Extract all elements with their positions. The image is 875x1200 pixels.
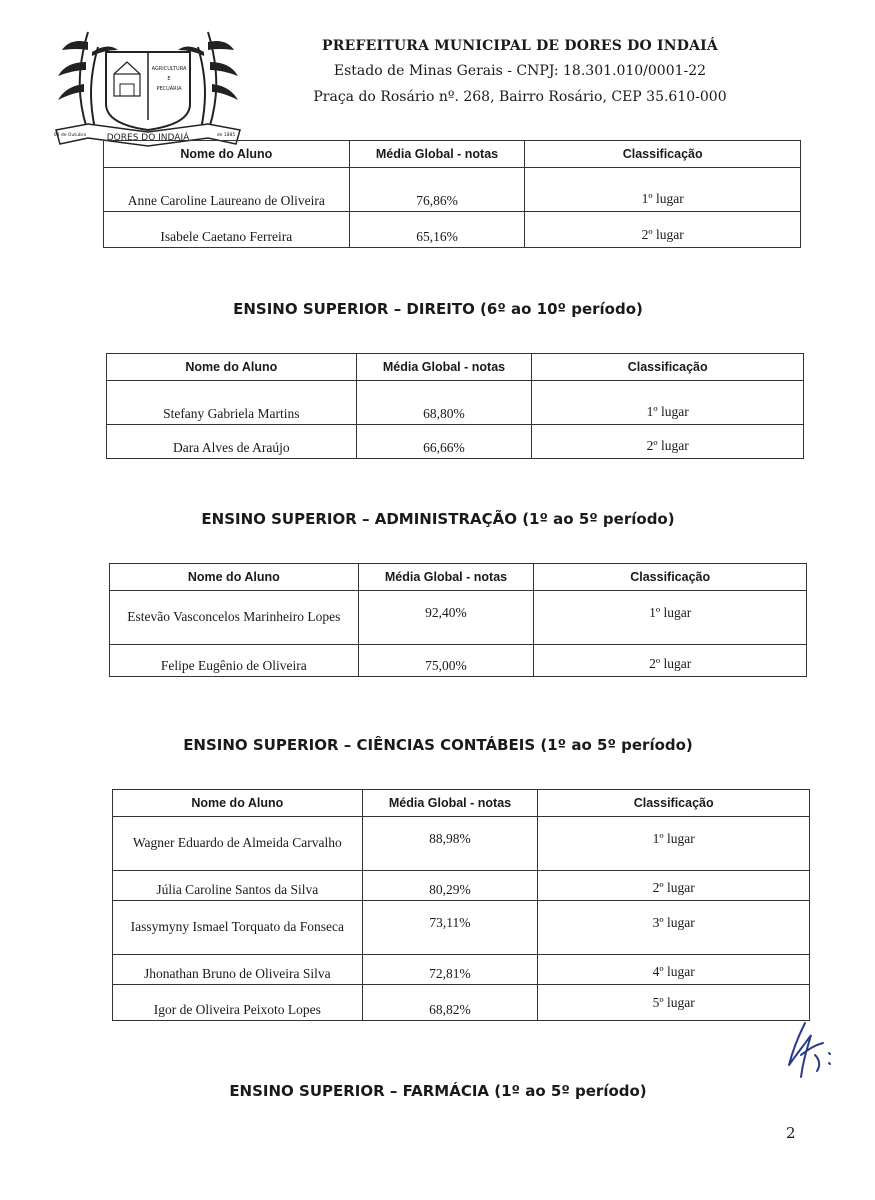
student-place: 1º lugar xyxy=(538,817,810,871)
column-header-name: Nome do Aluno xyxy=(104,141,350,168)
table-header-row xyxy=(104,141,801,168)
ranking-table xyxy=(106,353,804,459)
section-title-farmacia: ENSINO SUPERIOR – FARMÁCIA (1º ao 5º período) xyxy=(229,1082,647,1100)
column-header-classification: Classificação xyxy=(525,141,801,168)
section-title-direito: ENSINO SUPERIOR – DIREITO (6º ao 10º período) xyxy=(233,300,643,318)
student-name: Felipe Eugênio de Oliveira xyxy=(110,645,359,677)
svg-text:08 de Outubro: 08 de Outubro xyxy=(53,133,87,138)
prefecture-title: PREFEITURA MUNICIPAL DE DORES DO INDAIÁ xyxy=(322,38,718,54)
column-header-grade: Média Global - notas xyxy=(362,790,538,817)
student-place: 2º lugar xyxy=(534,645,807,677)
student-grade: 68,80% xyxy=(356,381,532,425)
column-header-name: Nome do Aluno xyxy=(113,790,363,817)
student-name: Júlia Caroline Santos da Silva xyxy=(113,871,363,901)
column-header-grade: Média Global - notas xyxy=(349,141,525,168)
table-row xyxy=(113,955,810,985)
table-header-row xyxy=(107,354,804,381)
student-grade: 92,40% xyxy=(358,591,534,645)
table-row xyxy=(104,168,801,212)
table-header-row xyxy=(113,790,810,817)
student-grade: 75,00% xyxy=(358,645,534,677)
table-row xyxy=(113,985,810,1021)
ranking-table xyxy=(103,140,801,248)
student-place: 4º lugar xyxy=(538,955,810,985)
letterhead xyxy=(300,36,740,108)
state-cnpj: Estado de Minas Gerais - CNPJ: 18.301.010/0001-22 xyxy=(333,63,707,79)
student-place: 3º lugar xyxy=(538,901,810,955)
student-grade: 68,82% xyxy=(362,985,538,1021)
column-header-classification: Classificação xyxy=(538,790,810,817)
student-place: 5º lugar xyxy=(538,985,810,1021)
student-name: Jhonathan Bruno de Oliveira Silva xyxy=(113,955,363,985)
page-number: 2 xyxy=(786,1124,796,1142)
section-title-administracao: ENSINO SUPERIOR – ADMINISTRAÇÃO (1º ao 5º período) xyxy=(201,510,675,528)
column-header-name: Nome do Aluno xyxy=(107,354,357,381)
student-place: 2º lugar xyxy=(538,871,810,901)
student-name: Dara Alves de Araújo xyxy=(107,425,357,459)
section-title-ciencias-contabeis: ENSINO SUPERIOR – CIÊNCIAS CONTÁBEIS (1º ao 5º período) xyxy=(183,736,693,754)
student-name: Estevão Vasconcelos Marinheiro Lopes xyxy=(110,591,359,645)
student-name: Anne Caroline Laureano de Oliveira xyxy=(104,168,350,212)
student-name: Igor de Oliveira Peixoto Lopes xyxy=(113,985,363,1021)
svg-text:PECUÁRIA: PECUÁRIA xyxy=(156,86,182,92)
student-grade: 88,98% xyxy=(362,817,538,871)
student-place: 1º lugar xyxy=(525,168,801,212)
table-row xyxy=(104,212,801,248)
municipal-coat-of-arms xyxy=(48,12,248,152)
student-place: 1º lugar xyxy=(532,381,804,425)
address: Praça do Rosário nº. 268, Bairro Rosário, CEP 35.610-000 xyxy=(313,89,727,105)
table-row xyxy=(107,381,804,425)
handwritten-signature xyxy=(785,1015,835,1085)
student-place: 2º lugar xyxy=(532,425,804,459)
svg-text:E: E xyxy=(167,76,171,82)
student-grade: 76,86% xyxy=(349,168,525,212)
column-header-grade: Média Global - notas xyxy=(358,564,534,591)
student-place: 1º lugar xyxy=(534,591,807,645)
table-row xyxy=(110,645,807,677)
table-row xyxy=(113,817,810,871)
column-header-name: Nome do Aluno xyxy=(110,564,359,591)
svg-text:DORES DO INDAIÁ: DORES DO INDAIÁ xyxy=(106,133,190,143)
table-row xyxy=(113,871,810,901)
ranking-table xyxy=(112,789,810,1021)
column-header-classification: Classificação xyxy=(532,354,804,381)
ranking-table xyxy=(109,563,807,677)
student-grade: 73,11% xyxy=(362,901,538,955)
column-header-classification: Classificação xyxy=(534,564,807,591)
table-row xyxy=(107,425,804,459)
table-row xyxy=(113,901,810,955)
student-grade: 66,66% xyxy=(356,425,532,459)
student-grade: 65,16% xyxy=(349,212,525,248)
table-row xyxy=(110,591,807,645)
column-header-grade: Média Global - notas xyxy=(356,354,532,381)
svg-text:de 1885: de 1885 xyxy=(216,133,236,138)
table-header-row xyxy=(110,564,807,591)
student-name: Iassymyny Ismael Torquato da Fonseca xyxy=(113,901,363,955)
student-name: Wagner Eduardo de Almeida Carvalho xyxy=(113,817,363,871)
student-place: 2º lugar xyxy=(525,212,801,248)
student-grade: 72,81% xyxy=(362,955,538,985)
svg-text:AGRICULTURA: AGRICULTURA xyxy=(151,66,187,72)
student-grade: 80,29% xyxy=(362,871,538,901)
student-name: Isabele Caetano Ferreira xyxy=(104,212,350,248)
student-name: Stefany Gabriela Martins xyxy=(107,381,357,425)
